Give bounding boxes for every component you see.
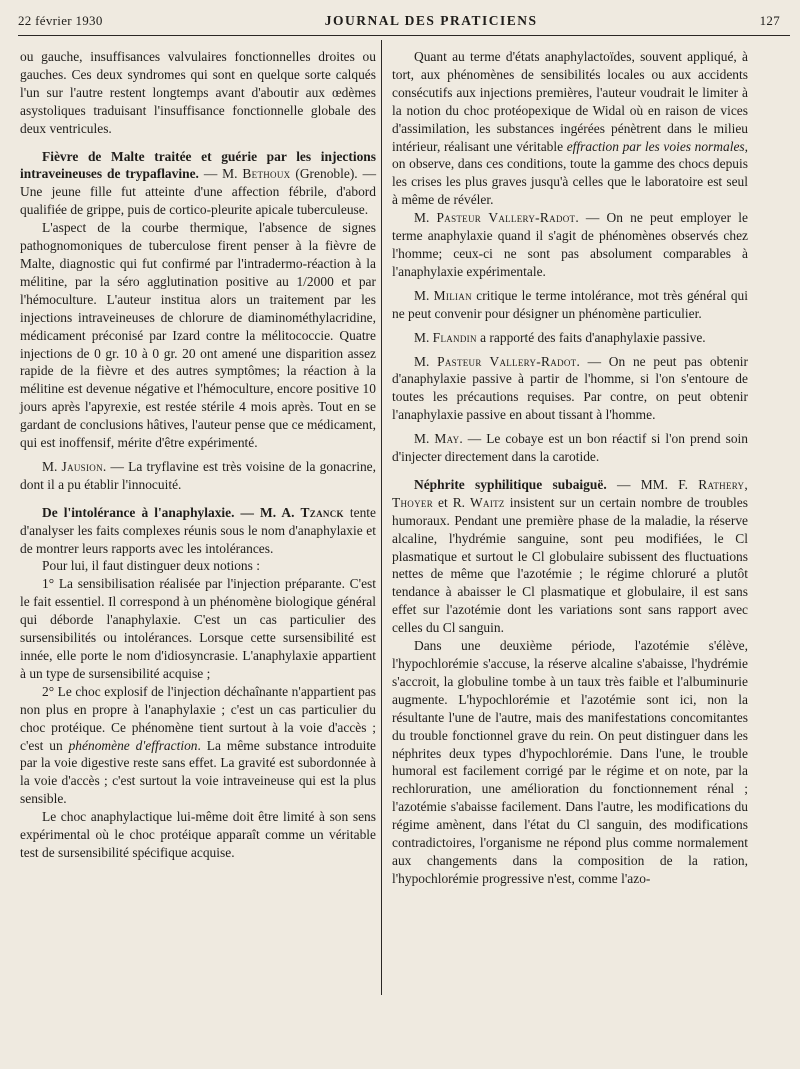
section-nephrite-syphilitique: Néphrite syphilitique subaiguë. — MM. F. Rathery, Thoyer et R. Waitz insistent sur un certain nombre de troubles humoraux. Pendant une première phase de la maladie, la réserve alcaline, l'hydrémie sanguine, sont peu modifiées, le Cl plasmatique et surtout le Cl globulaire subissent des fluctuations nettes de même que l'azotémie ; le régime chloruré a plutôt tendance à abaisser le Cl plasmatique et globulaire, il est sans effet sur l'azotémie dont les variations sont sans rapport avec celles du Cl sanguin. xyxy=(392,476,749,636)
section-title: Fièvre de Malte traitée et guérie par les injections intraveineuses de trypaflavine. xyxy=(20,148,376,182)
paragraph: ou gauche, insuffisances valvulaires fonctionnelles droites ou gauches. Ces deux syndromes qui sont en quelque sorte calqués l'un sur l'autre restent longtemps avant d'aboutir aux œdèmes asystoliques traduisant l'insuffisance fonctionnelle globale des deux ventricules. xyxy=(20,49,376,136)
journal-title: JOURNAL DES PRATICIENS xyxy=(324,13,538,28)
section-title: Néphrite syphilitique subaiguë. xyxy=(414,476,607,492)
author-name: Pasteur Vallery-Radot xyxy=(437,353,577,369)
discussion-paragraph: M. May. — Le cobaye est un bon réactif si l'on prend soin d'injecter directement dans la carotide. xyxy=(392,431,749,465)
author-name: Waitz xyxy=(470,494,505,510)
paragraph: Pour lui, il faut distinguer deux notions : xyxy=(42,558,260,574)
paragraph: 1° La sensibilisation réalisée par l'injection préparante. C'est le fait essentiel. Il correspond à un phénomène biologique général qui déborde l'anaphylaxie. C'est un cas particulier des sursensibilités ou intolérances. Lorsque cette sursensibilité est innée, elle porte le nom d'idiosyncrasie. L'anaphylaxie appartient à un type de sursensibilité acquise ; xyxy=(20,576,376,681)
discussion-paragraph: M. Jausion. — La tryflavine est très voisine de la gonacrine, dont il a pu établir l'innocuité. xyxy=(20,458,376,492)
discussion-paragraph: M. Milian critique le terme intolérance, mot très général qui ne peut convenir pour désigner un phénomène particulier. xyxy=(392,287,749,321)
column-divider xyxy=(381,40,382,995)
paragraph: Dans une deuxième période, l'azotémie s'élève, l'hypochlorémie s'accuse, la réserve alcaline s'abaisse, l'hydrémie s'accroit, la globuline tombe à un taux très faible et l'albuminurie augmente. L'hypochlorémie et l'azotémie sont ici, non la résultante l'une de l'autre, mais des manifestations concomitantes du trouble fonctionnel grave du rein. On peut distinguer dans les néphrites deux types d'hypochlorémie. Dans l'une, le trouble humoral est facilement corrigé par le régime et on note, par la rechloruration, une amélioration du fonctionnement rénal ; l'azotémie s'abaisse facilement. Dans l'autre, les modifications du régime amènent, dans l'état du Cl sanguin, des modifications contradictoires, l'organisme ne répond plus comme normalement aux changements dans la composition de la ration, l'hypochlorémie progressive n'est, comme l'azo- xyxy=(392,638,748,886)
author-name: Flandin xyxy=(432,329,477,345)
paragraph: Le choc anaphylactique lui-même doit être limité à son sens expérimental où le choc protéique apparaît comme un véritable test de sursensibilité spécifique acquise. xyxy=(20,809,376,860)
page-header xyxy=(18,13,780,35)
author-name: Tzanck xyxy=(300,504,344,520)
section-title: De l'intolérance à l'anaphylaxie. xyxy=(42,504,235,520)
paragraph: Quant au terme d'états anaphylactoïdes, souvent appliqué, à tort, aux phénomènes de sensibilités locales ou aux accidents consécutifs aux injections premières, l'auteur voudrait le limiter à la notion du choc protéopexique de Widal où en raison de vices d'assimilation, les substances ingérées pénètrent dans le milieu intérieur, réalisant une véritable effraction par les voies normales, on observe, dans ces conditions, toute la gamme des chocs depuis les crises les plus graves jusqu'à celles que le laboratoire est seul à même de révéler. xyxy=(392,49,748,208)
discussion-paragraph: M. Pasteur Vallery-Radot. — On ne peut pas obtenir d'anaphylaxie passive à partir de l'homme, si l'on s'entoure de toutes les précautions requises. Par contre, on peut obtenir l'anaphylaxie passive en about tissant à l'homme. xyxy=(392,353,748,423)
section-intolerance-anaphylaxie: De l'intolérance à l'anaphylaxie. — M. A. Tzanck tente d'analyser les faits complexes réunis sous le nom d'anaphylaxie et de montrer leurs rapports avec les intolérances. xyxy=(20,504,376,556)
discussion-paragraph: M. Pasteur Vallery-Radot. — On ne peut employer le terme anaphylaxie quand il s'agit de phénomènes observés chez l'homme; ceux-ci ne sont pas absolument comparables à l'anaphylaxie expérimentale. xyxy=(392,210,749,279)
author-name: Milian xyxy=(433,287,472,303)
paragraph: L'aspect de la courbe thermique, l'absence de signes pathognomoniques de tuberculose firent penser à la fièvre de Malte, diagnostic qui fut confirmé par l'intradermo-réaction à la mélitine, par la séro agglutination positive au 1/2000 et par l'hémoculture. L'auteur institua alors un traitement par les injections intraveineuses de chlorure de diaminométhylacridine, médicament préconisé par Izard contre la mélitococcie. Quatre injections de 0 gr. 10 à 0 gr. 20 ont amené une disparition assez rapide de la fièvre et des autres symptômes; la réaction à la mélitine est devenue négative et l'hémoculture, encore positive 10 jours après l'apyrexie, est restée stérile 4 mois après. Tout en se gardant de conclusions hâtives, l'auteur pense que ce médicament, qui est inoffensif, mérite d'être expérimenté. xyxy=(20,220,376,451)
author-name: Bethoux xyxy=(242,166,291,182)
page-number: 127 xyxy=(759,13,780,28)
left-column xyxy=(20,48,376,862)
header-date: 22 février 1930 xyxy=(18,13,103,28)
paragraph: 2° Le choc explosif de l'injection déchaînante n'appartient pas non plus en propre à l'anaphylaxie ; c'est un cas particulier du choc protéique. Ce phénomène tient surtout à la voie d'accès ; c'est un phénomène d'effraction. La même substance introduite par la voie digestive reste sans effet. La gravité est subordonnée à la voie d'accès ; c'est surtout la voie intraveineuse qui est la plus sensible. xyxy=(20,683,377,807)
author-name: Pasteur Vallery-Radot xyxy=(436,210,576,226)
header-rule xyxy=(18,35,790,36)
author-name: Rathery, Thoyer xyxy=(392,476,749,510)
right-column xyxy=(392,48,748,888)
section-fievre-de-malte: Fièvre de Malte traitée et guérie par les injections intraveineuses de trypaflavine. — M. Bethoux (Grenoble). — Une jeune fille fut atteinte d'une affection fébrile, d'abord qualifiée de grippe, puis de cortico-pleurite apicale tuberculeuse. xyxy=(20,148,377,218)
discussion-paragraph: M. Flandin a rapporté des faits d'anaphylaxie passive. xyxy=(414,329,706,345)
author-name: May xyxy=(434,431,460,447)
author-name: Jausion xyxy=(61,458,103,474)
